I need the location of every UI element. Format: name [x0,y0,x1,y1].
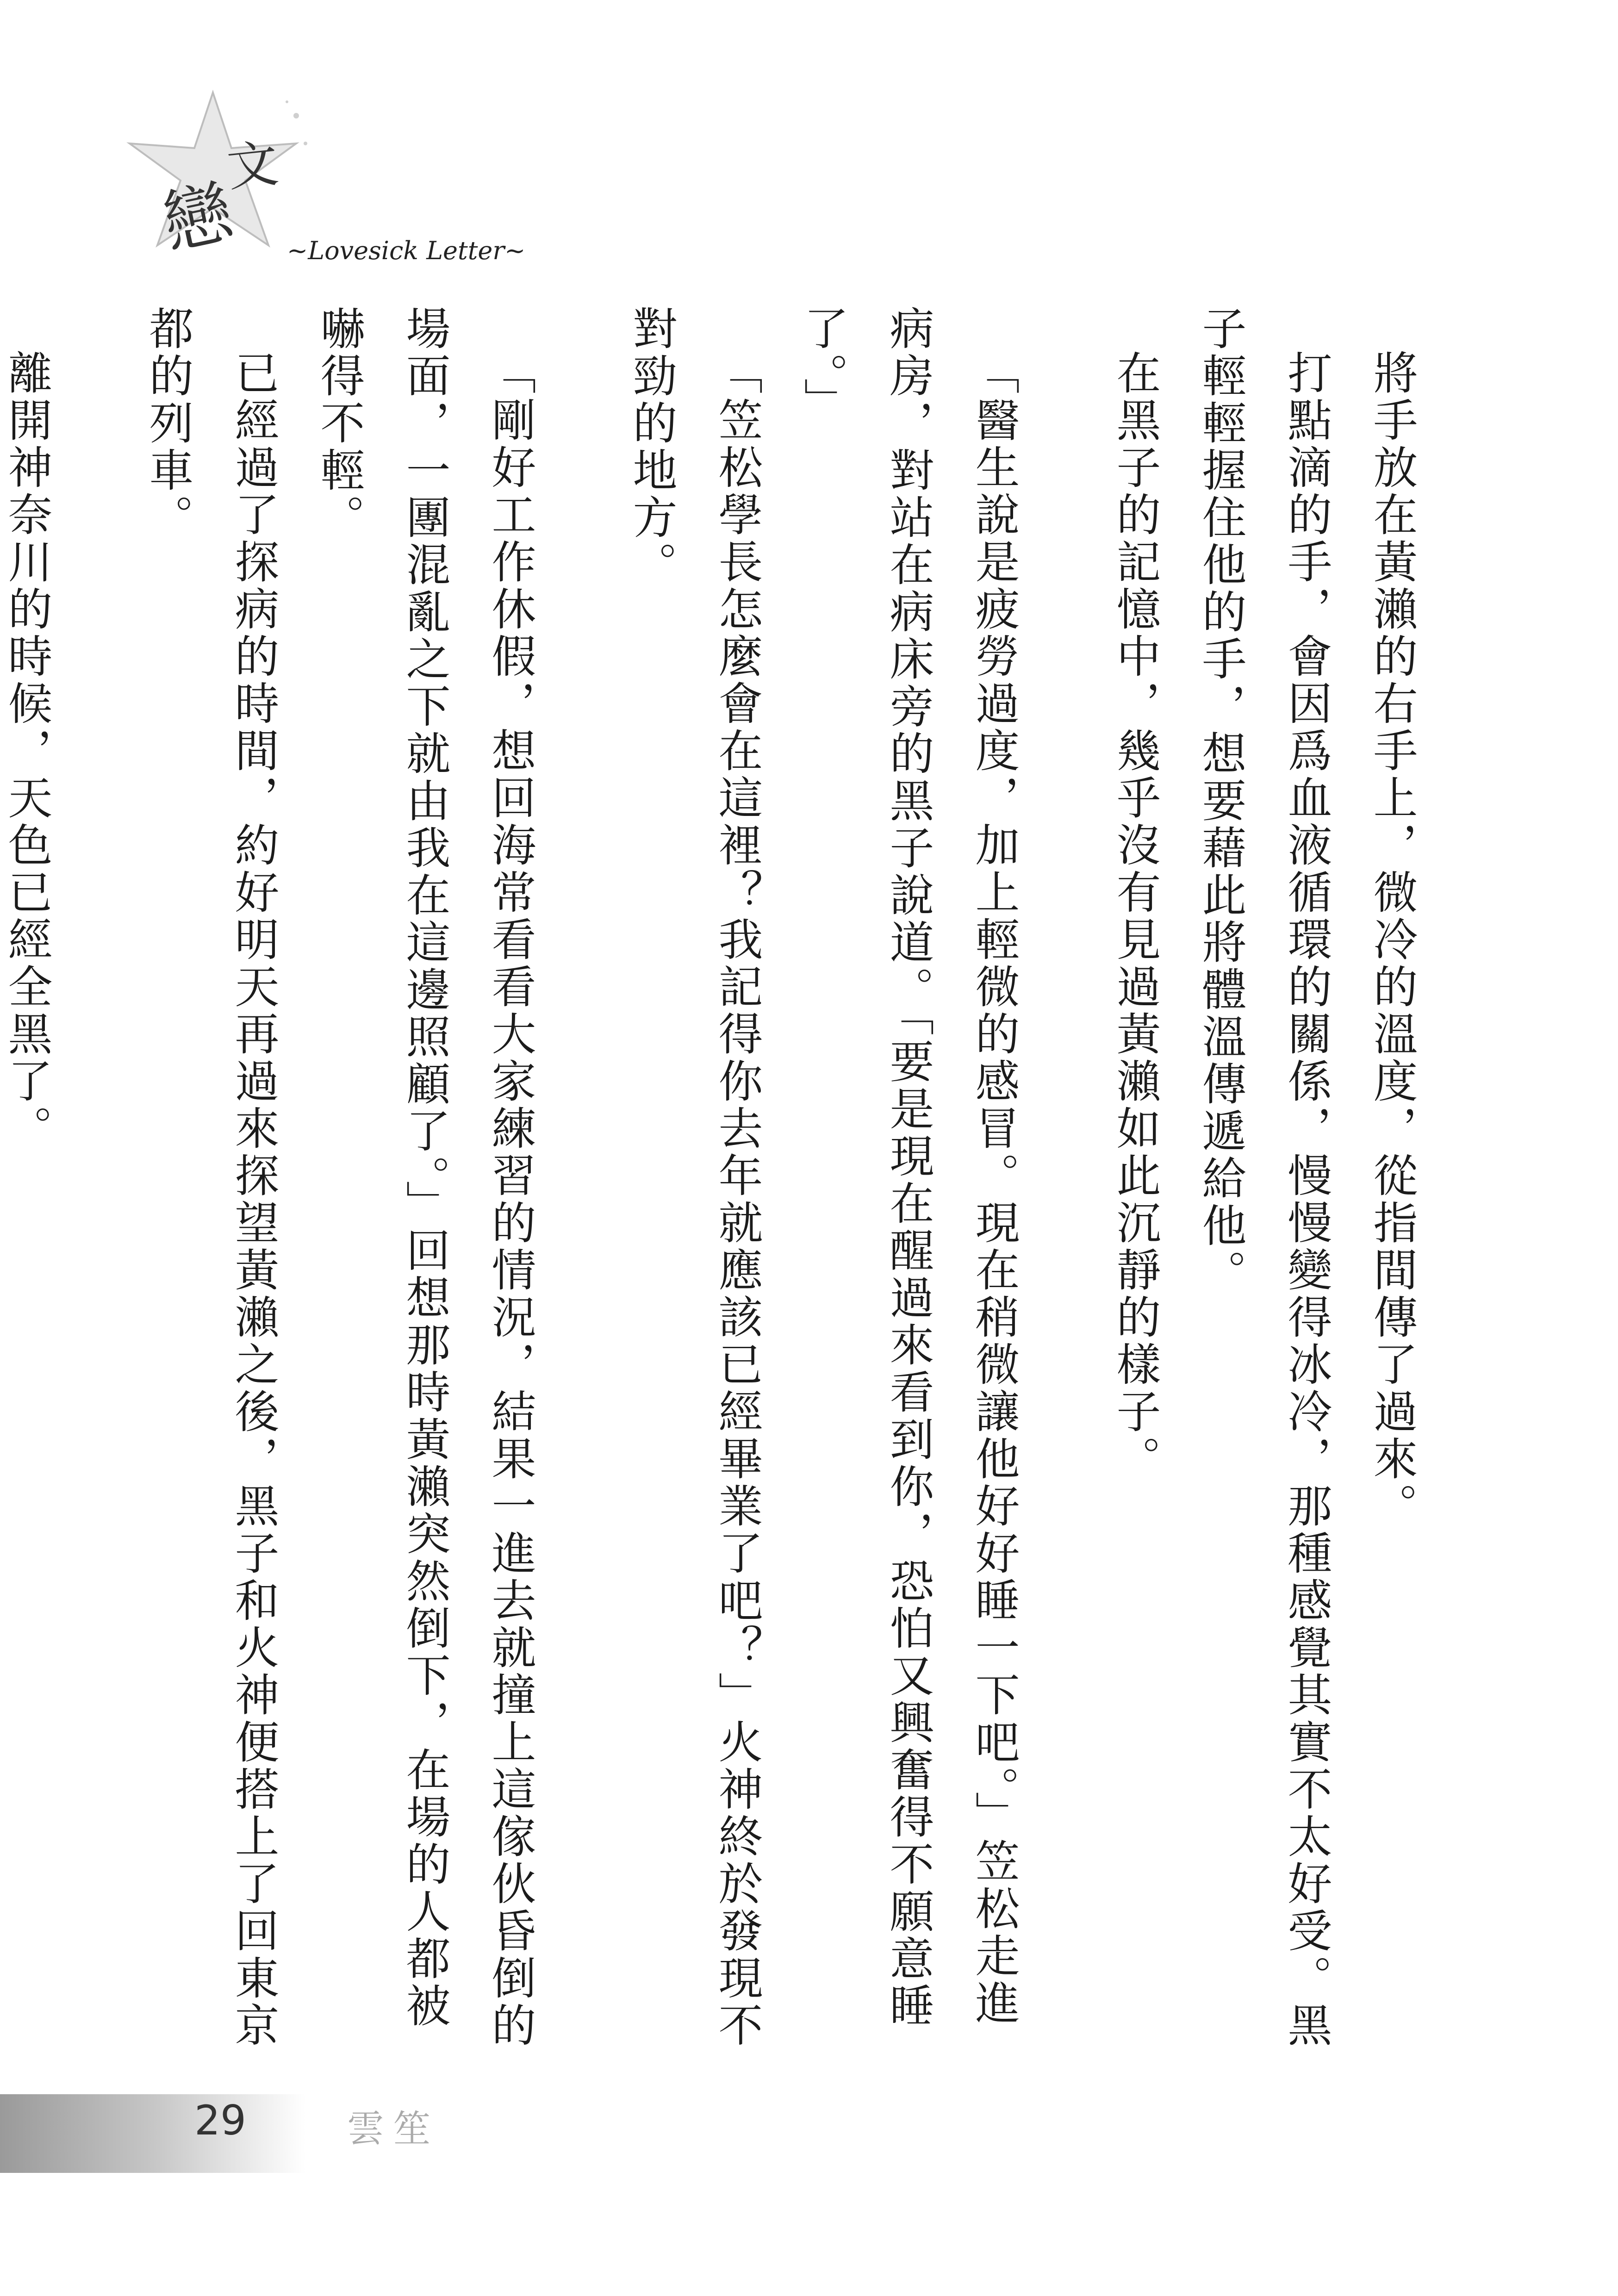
book-logo [93,88,526,265]
paragraph-3: 在黑子的記憶中，幾乎沒有見過黃瀨如此沉靜的樣子。 [1109,350,1161,1483]
vertical-text-body [1,305,1435,2073]
paragraph-5: 「笠松學長怎麼會在這裡？我記得你去年就應該已經畢業了吧？」火神終於發現不對勁的地方。 [626,305,763,2049]
page-number: 29 [194,2097,246,2144]
paragraph-1: 將手放在黃瀨的右手上，微冷的溫度，從指間傳了過來。 [1366,350,1418,1530]
author-name: 雲笙 [347,2107,440,2150]
logo-glyph: 戀 [156,172,241,265]
paragraph-7: 已經過了探病的時間，約好明天再過來探望黃瀨之後，黑子和火神便搭上了回東京都的列車。 [142,305,280,2049]
paragraph-2: 打點滴的手，會因爲血液循環的關係，慢慢變得冰冷，那種感覺其實不太好受。黑子輕輕握住他的手，想要藉此將體溫傳遞給他。 [1195,305,1332,2049]
paragraph-6: 「剛好工作休假，想回海常看看大家練習的情況，結果一進去就撞上這傢伙昏倒的場面，一團混亂之下就由我在這邊照顧了。」回想那時黃瀨突然倒下，在場的人都被嚇得不輕。 [313,305,536,2049]
footer-gradient-bar [0,2094,305,2173]
logo-script-title: ~Lovesick Letter~ [287,236,526,265]
logo-glyph-2: 文 [224,133,281,198]
paragraph-8: 離開神奈川的時候，天色已經全黑了。 [1,350,53,1152]
paragraph-4: 「醫生說是疲勞過度，加上輕微的感冒。現在稍微讓他好好睡一下吧。」笠松走進病房，對站在病床旁的黑子說道。「要是現在醒過來看到你，恐怕又興奮得不願意睡了。」 [797,305,1020,2030]
